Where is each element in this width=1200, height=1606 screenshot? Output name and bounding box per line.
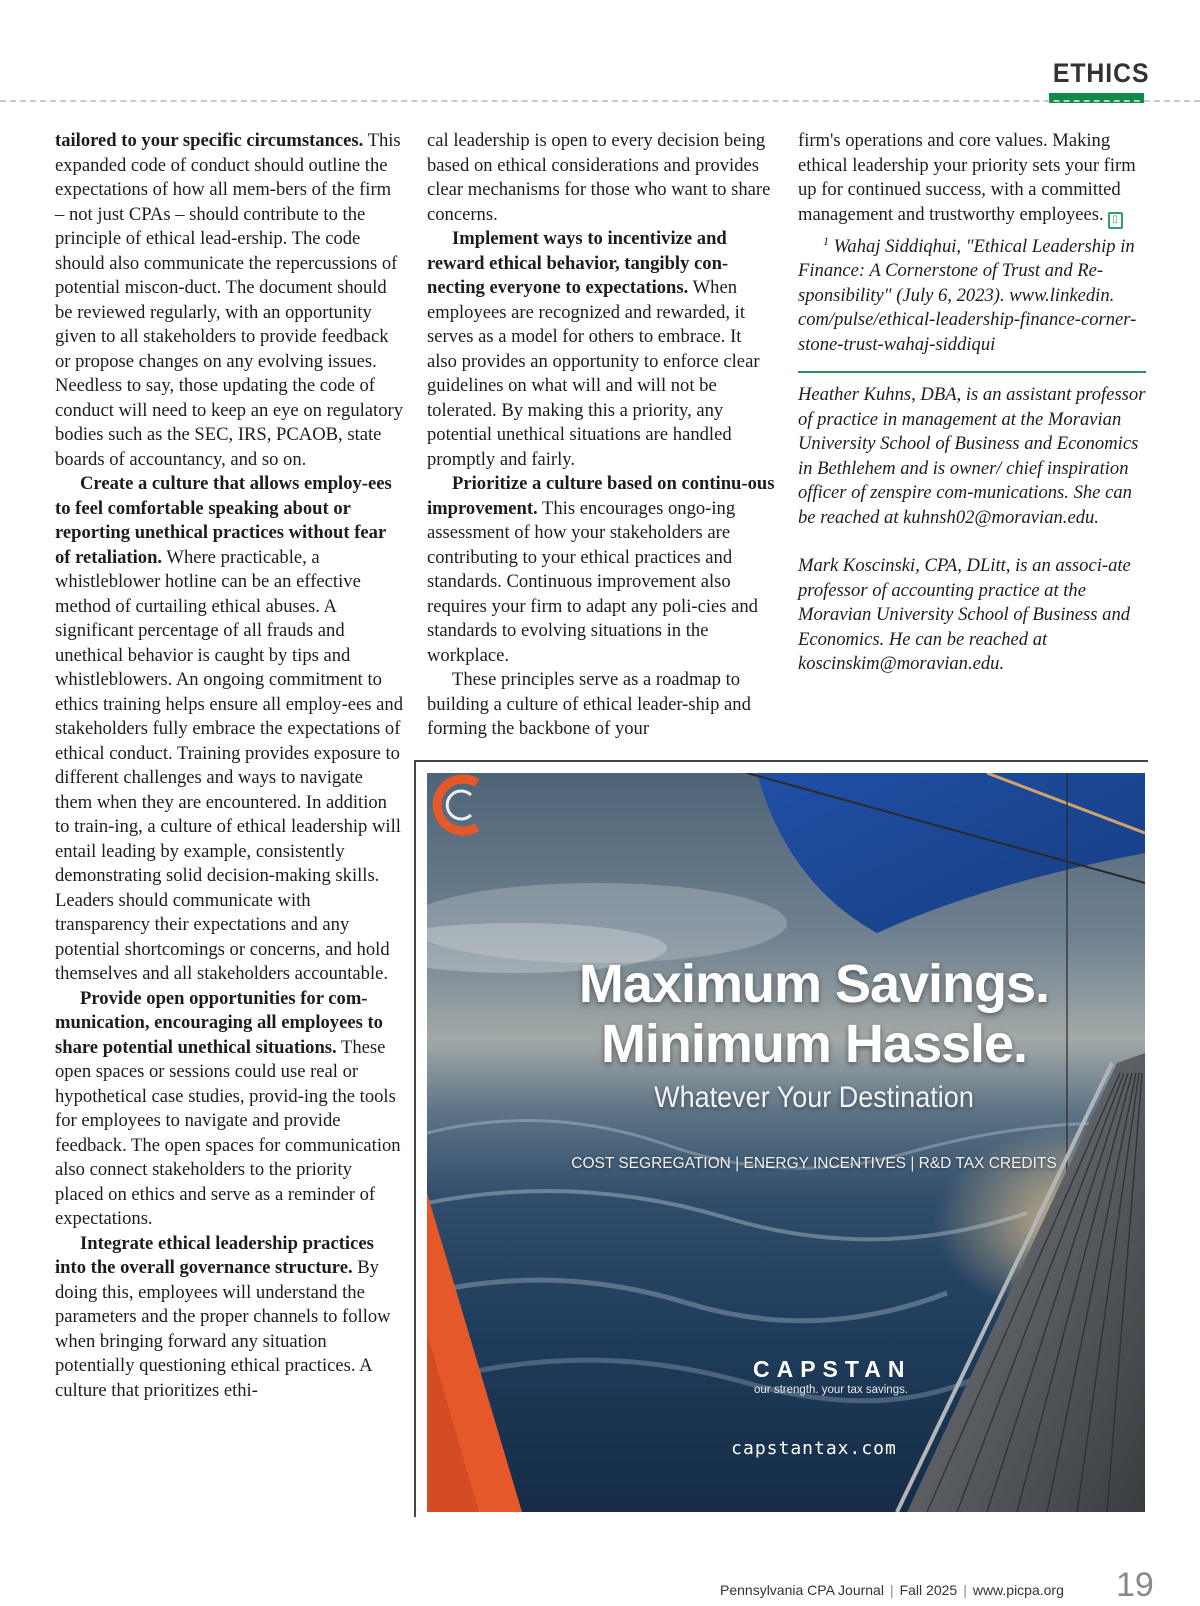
paragraph-body: firm's operations and core values. Making ethical leadership your priority sets your firm up for continued success, with a committed management and trustworthy employees. xyxy=(798,130,1136,225)
ad-background-illustration xyxy=(427,773,1145,1512)
ad-headline: Maximum Savings. xyxy=(578,954,1050,1014)
paragraph-lead: Implement ways to incentivize and reward ethical behavior, tangibly con-necting everyone to expectations. xyxy=(427,228,729,298)
article-column-3 xyxy=(798,129,1146,677)
author-bio: Heather Kuhns, DBA, is an assistant professor of practice in management at the Moravian University School of Business and Economics in Bethlehem and is owner/ chief inspiration officer of zenspire com-munications. She can be reached at kuhnsh02@moravian.edu. xyxy=(798,384,1146,528)
paragraph xyxy=(427,129,775,227)
header-dashed-divider xyxy=(0,100,1200,102)
author-bio: Mark Koscinski, CPA, DLitt, is an associ-ate professor of accounting practice at the Moravian University School of Business and Economics. He can be reached at koscinskim@moravian.edu. xyxy=(798,555,1131,675)
paragraph-lead: Integrate ethical leadership practices into the overall governance structure. xyxy=(55,1232,374,1278)
paragraph xyxy=(427,227,775,472)
paragraph-lead: Create a culture that allows employ-ees to feel comfortable speaking about or reporting unethical practices without fear of retaliation. xyxy=(55,473,392,568)
journal-name: Pennsylvania CPA Journal xyxy=(720,1582,884,1598)
ad-tagline: our strength. your tax savings. xyxy=(754,1384,909,1396)
end-of-article-icon: ▯ xyxy=(1108,212,1123,229)
footnote xyxy=(798,229,1146,358)
paragraph-lead: Provide open opportunities for com-munication, encouraging all employees to share potential unethical situations. xyxy=(55,987,383,1058)
paragraph-body: These principles serve as a roadmap to building a culture of ethical leader-ship and forming the backbone of your xyxy=(427,669,751,739)
ad-subheadline: Whatever Your Destination xyxy=(654,1081,974,1114)
paragraph-body: Where practicable, a whistleblower hotline can be an effective method of curtailing ethical abuses. A significant percentage of all frauds and unethical behavior is caught by tips and whistleblowers. An ongoing commitment to ethics training helps ensure all employ-ees and stakeholders fully embrace the expectations of ethical conduct. Training provides exposure to different challenges and ways to navigate them when they are encountered. In addition to train-ing, a culture of ethical leadership will entail leading by example, consistently demonstrating solid decision-making skills. Leaders should communicate with transparency their expectations and any potential shortcomings or concerns, and hold themselves and all stakeholders accountable. xyxy=(55,546,404,984)
ad-services-list: COST SEGREGATION | ENERGY INCENTIVES | R&D TAX CREDITS xyxy=(571,1155,1057,1172)
paragraph-body: When employees are recognized and rewarded, it serves as a model for others to embrace. It also provides an opportunity to enforce clear guidelines on what will and will not be tolerated. By making this a priority, any potential unethical situations are handled promptly and fairly. xyxy=(427,277,760,470)
paragraph-body: cal leadership is open to every decision being based on ethical considerations and provides clear mechanisms for those who want to share concerns. xyxy=(427,130,771,225)
paragraph-lead: tailored to your specific circumstances. xyxy=(55,130,364,151)
paragraph xyxy=(55,472,403,987)
issue-label: Fall 2025 xyxy=(899,1582,958,1598)
ad-headline: Minimum Hassle. xyxy=(600,1014,1028,1074)
page-footer xyxy=(720,1582,1100,1602)
paragraph xyxy=(427,668,775,742)
paragraph xyxy=(55,987,403,1232)
capstan-logo-icon xyxy=(427,773,491,837)
article-column-2 xyxy=(427,129,775,742)
paragraph xyxy=(798,129,1146,229)
paragraph xyxy=(55,1232,403,1404)
footnote-text: Wahaj Siddiqhui, "Ethical Leadership in Finance: A Cornerstone of Trust and Re-sponsibility" (July 6, 2023). www.linkedin. com/pulse/ethical-leadership-finance-corner-stone-trust-wahaj-siddiqui xyxy=(798,235,1137,355)
paragraph-body: These open spaces or sessions could use real or hypothetical case studies, provid-ing the tools for employees to navigate and provide feedback. The open spaces for communication also connect stakeholders to the priority placed on ethics and serve as a reminder of expectations. xyxy=(55,1036,401,1229)
paragraph-body: This expanded code of conduct should outline the expectations of how all mem-bers of the firm – not just CPAs – should contribute to the principle of ethical lead-ership. The code should also communicate the repercussions of potential miscon-duct. The document should be reviewed regularly, with an opportunity given to all stakeholders to provide feedback or propose changes on any evolving issues. Needless to say, those updating the code of conduct will need to keep an eye on regulatory bodies such as the SEC, IRS, PCAOB, state boards of accountancy, and so on. xyxy=(55,130,403,470)
paragraph-body: This encourages ongo-ing assessment of how your stakeholders are contributing to your ethical practices and standards. Continuous improvement also requires your firm to adapt any poli-cies and standards to evolving situations in the workplace. xyxy=(427,497,758,666)
paragraph-body: By doing this, employees will understand the parameters and the proper channels to follow when bringing forward any situation potentially questioning ethical practices. A culture that prioritizes ethi- xyxy=(55,1257,391,1401)
article-column-1 xyxy=(55,129,403,1403)
ad-brand-name: CAPSTAN xyxy=(753,1356,912,1382)
section-label: ETHICS xyxy=(1052,58,1150,88)
paragraph xyxy=(55,129,403,472)
advertisement[interactable] xyxy=(427,773,1145,1512)
ad-website-link[interactable]: capstantax.com xyxy=(731,1438,897,1459)
paragraph-lead: Prioritize a culture based on continu-ous improvement. xyxy=(427,473,775,519)
website-link[interactable]: www.picpa.org xyxy=(972,1582,1064,1598)
footer-separator: | xyxy=(963,1582,967,1598)
paragraph xyxy=(427,472,775,668)
page-number: 19 xyxy=(1116,1566,1154,1604)
bio-divider xyxy=(798,371,1146,373)
footer-separator: | xyxy=(889,1582,894,1598)
footnote-number: 1 xyxy=(823,233,829,248)
